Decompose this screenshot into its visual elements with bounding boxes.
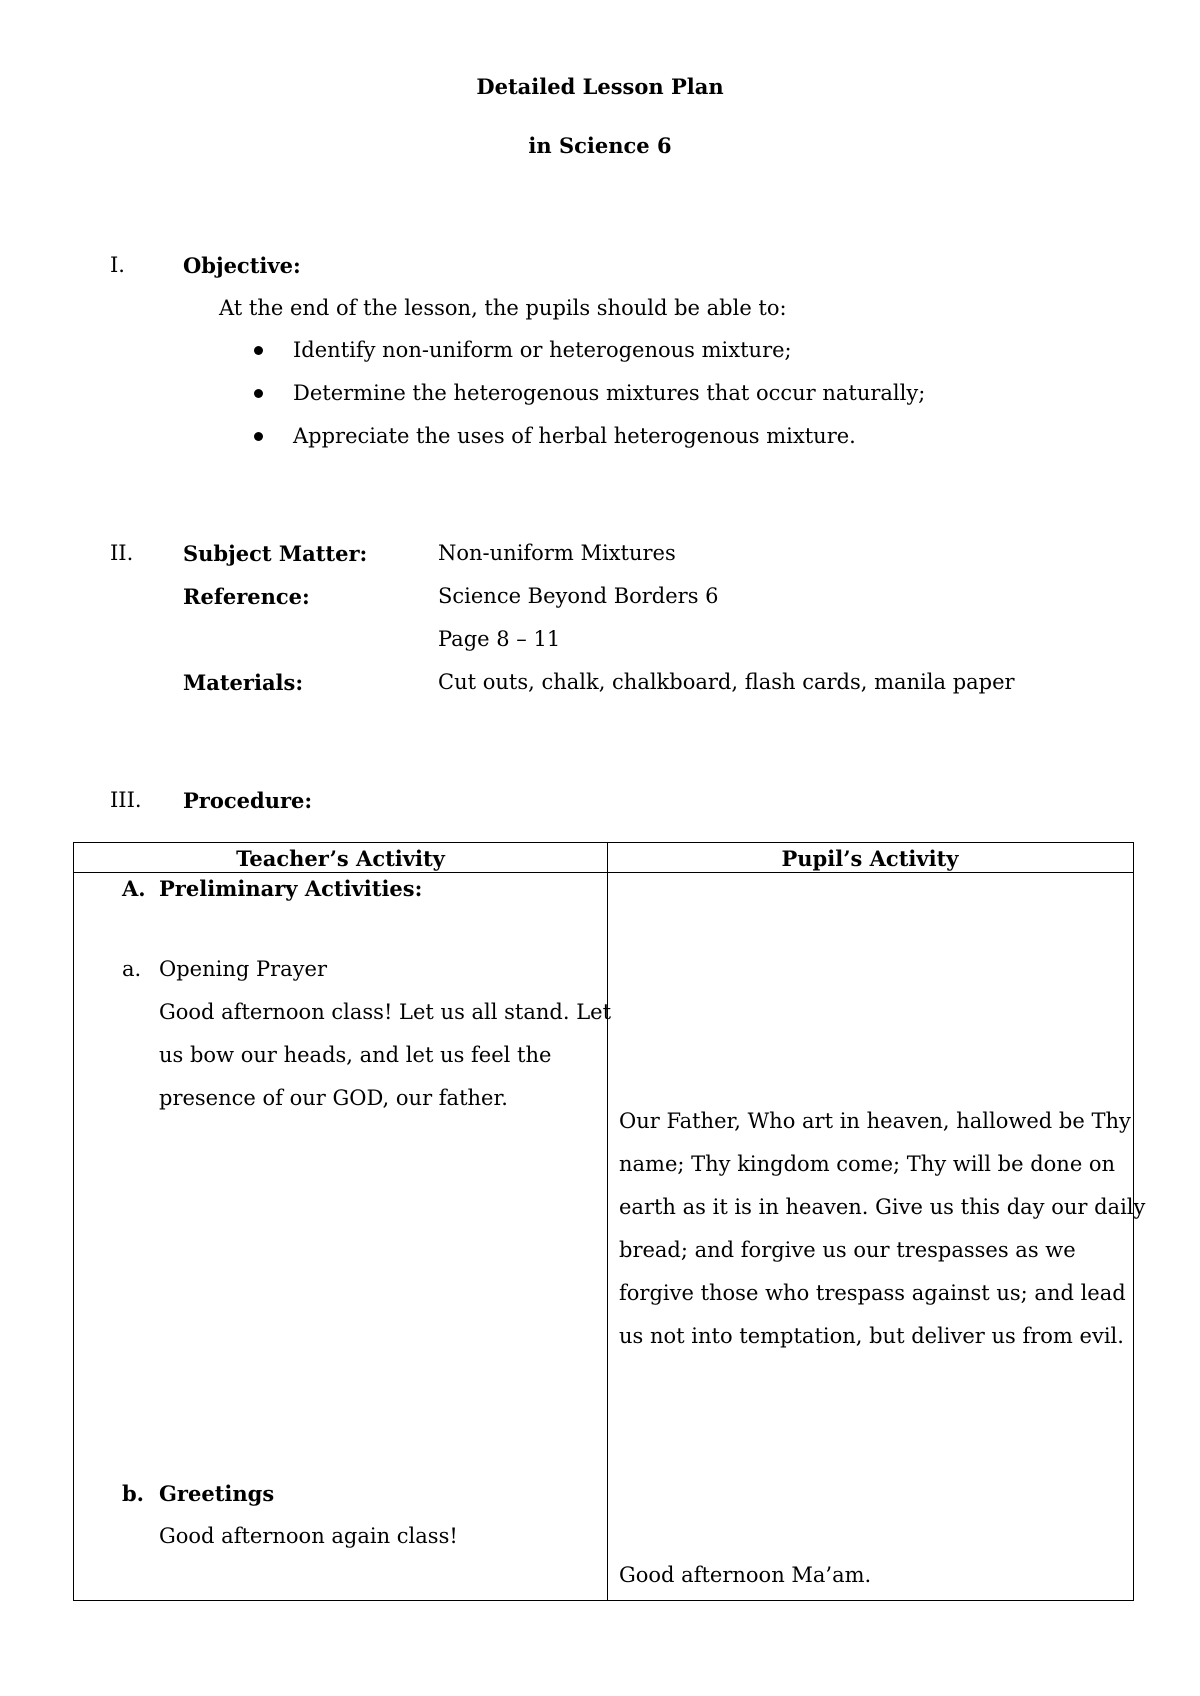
objective-item: Appreciate the uses of herbal heterogenous mixture. — [293, 424, 856, 448]
materials-value: Cut outs, chalk, chalkboard, flash cards, manila paper — [438, 670, 1015, 694]
bullet-icon — [254, 389, 263, 398]
bullet-icon — [254, 346, 263, 355]
greetings-title: Greetings — [159, 1481, 275, 1506]
teacher-prayer-line: us bow our heads, and let us feel the — [159, 1043, 552, 1067]
reference-label: Reference: — [183, 584, 310, 609]
subject-matter-value: Non-uniform Mixtures — [438, 541, 676, 565]
materials-label: Materials: — [183, 670, 304, 695]
objective-item: Identify non-uniform or heterogenous mixture; — [293, 338, 792, 362]
table-column-divider — [607, 843, 608, 1600]
bullet-icon — [254, 432, 263, 441]
objective-intro: At the end of the lesson, the pupils should be able to: — [219, 296, 787, 320]
reference-value: Science Beyond Borders 6 — [438, 584, 719, 608]
teacher-prayer-line: presence of our GOD, our father. — [159, 1086, 508, 1110]
subject-matter-numeral: II. — [110, 541, 134, 565]
pupil-prayer-line: Our Father, Who art in heaven, hallowed be Thy — [619, 1109, 1131, 1133]
section-title: Preliminary Activities: — [159, 876, 423, 901]
pupil-prayer-line: forgive those who trespass against us; and lead — [619, 1281, 1126, 1305]
column-header-pupil: Pupil’s Activity — [781, 846, 959, 871]
document-title: Detailed Lesson Plan — [476, 74, 724, 99]
document-subtitle: in Science 6 — [528, 133, 672, 158]
prayer-title: Opening Prayer — [159, 957, 327, 981]
procedure-table — [73, 842, 1146, 1601]
teacher-greeting: Good afternoon again class! — [159, 1524, 458, 1548]
prayer-marker: a. — [122, 957, 142, 981]
section-marker: A. — [122, 876, 146, 901]
reference-page: Page 8 – 11 — [438, 627, 561, 651]
objective-heading: Objective: — [183, 253, 301, 278]
table-header-divider — [74, 872, 1133, 873]
pupil-prayer-line: bread; and forgive us our trespasses as we — [619, 1238, 1076, 1262]
teacher-prayer-line: Good afternoon class! Let us all stand. Let — [159, 1000, 612, 1024]
objective-item: Determine the heterogenous mixtures that occur naturally; — [293, 381, 926, 405]
procedure-heading: Procedure: — [183, 788, 313, 813]
pupil-greeting: Good afternoon Ma’am. — [619, 1563, 872, 1587]
greetings-marker: b. — [122, 1481, 144, 1506]
column-header-teacher: Teacher’s Activity — [236, 846, 445, 871]
pupil-prayer-line: us not into temptation, but deliver us from evil. — [619, 1324, 1124, 1348]
objective-numeral: I. — [110, 253, 125, 277]
procedure-numeral: III. — [110, 788, 142, 812]
pupil-prayer-line: name; Thy kingdom come; Thy will be done on — [619, 1152, 1116, 1176]
pupil-prayer-line: earth as it is in heaven. Give us this day our daily — [619, 1195, 1146, 1219]
subject-matter-label: Subject Matter: — [183, 541, 368, 566]
